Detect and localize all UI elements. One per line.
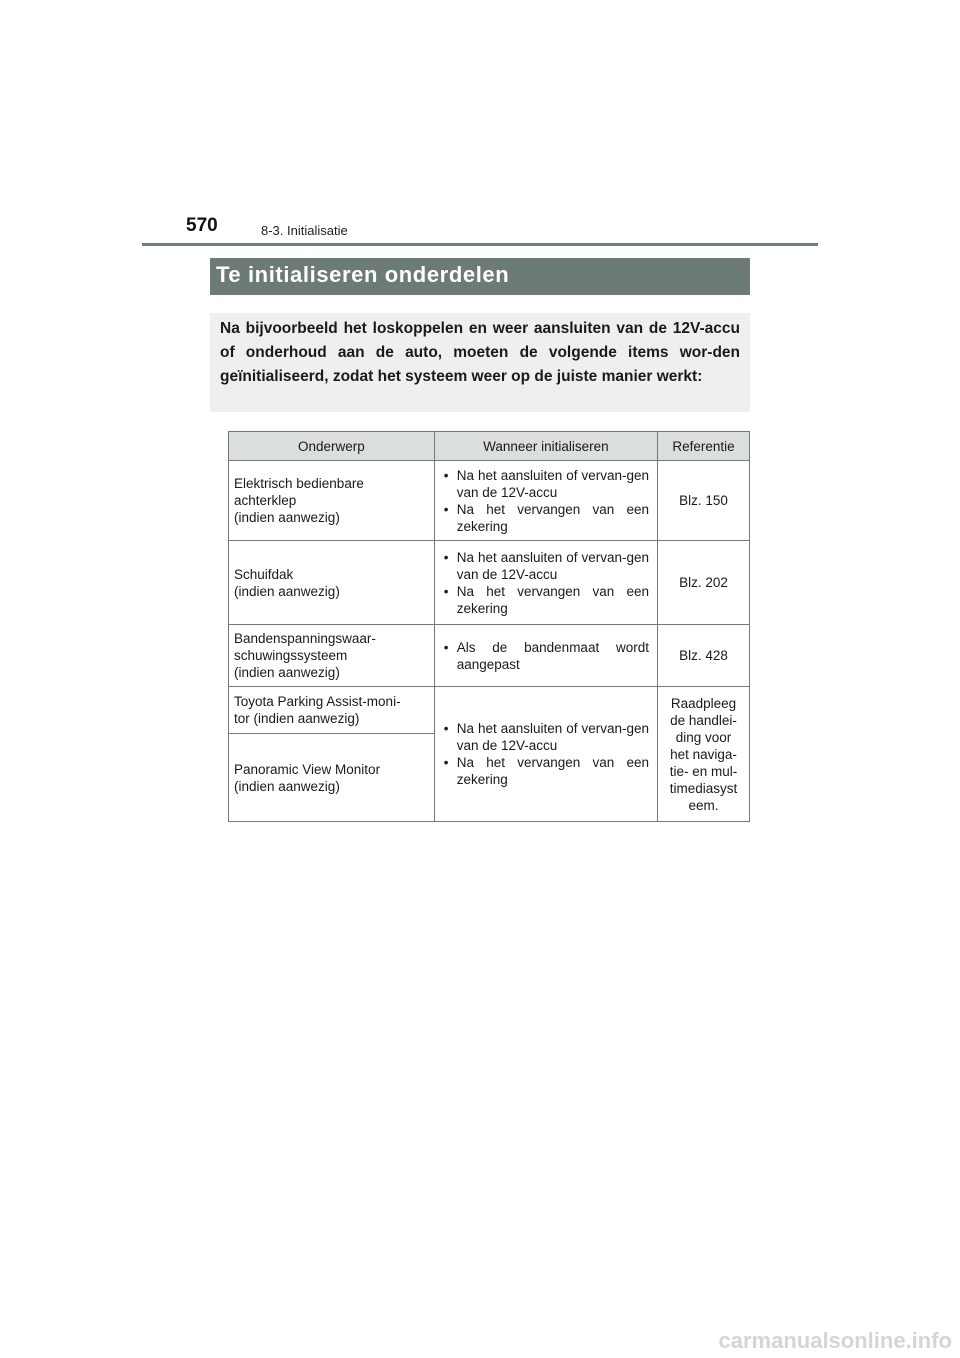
reference-cell: Blz. 428 — [658, 625, 750, 687]
subject-line: (indien aanwezig) — [234, 778, 340, 794]
watermark-logo — [630, 1326, 954, 1354]
when-item: • Na het vervangen van een zekering — [441, 754, 649, 788]
subject-line: (indien aanwezig) — [234, 510, 340, 525]
table-row — [229, 461, 750, 541]
section-title-bar — [210, 258, 750, 295]
reference-line: timediasyst — [669, 780, 738, 796]
subject-line: Panoramic View Monitor — [234, 761, 381, 777]
subject-line: (indien aanwezig) — [234, 665, 340, 680]
when-item: • Na het vervangen van een zekering — [441, 583, 649, 617]
reference-line: de handlei- — [670, 712, 737, 728]
column-header-subject: Onderwerp — [229, 432, 435, 461]
subject-line: tor (indien aanwezig) — [234, 711, 360, 726]
reference-cell: Blz. 150 — [658, 461, 750, 541]
when-item: • Na het vervangen van een zekering — [441, 501, 649, 535]
reference-cell — [658, 687, 750, 822]
intro-text: Na bijvoorbeeld het loskoppelen en weer aansluiten van de 12V-accu of onderhoud aan de auto, moeten de volgende items wor-den geïnitialiseerd, zodat het systeem weer op de juiste manier werkt: — [220, 320, 740, 385]
subject-line: achterklep — [234, 493, 297, 508]
header-divider — [142, 243, 818, 246]
subject-line: Bandenspanningswaar- — [234, 631, 376, 646]
reference-line: ding voor — [675, 729, 732, 745]
reference-line: eem. — [688, 797, 719, 813]
subject-cell — [229, 541, 435, 625]
when-item: • Na het aansluiten of vervan-gen van de 12V-accu — [441, 720, 649, 754]
when-item: • Na het aansluiten of vervan-gen van de 12V-accu — [441, 467, 649, 501]
subject-cell — [229, 461, 435, 541]
subject-line: Toyota Parking Assist-moni- — [234, 694, 401, 709]
subject-line: Schuifdak — [234, 566, 294, 582]
column-header-when: Wanneer initialiseren — [434, 432, 657, 461]
reference-line: tie- en mul- — [669, 763, 738, 779]
section-title: Te initialiseren onderdelen — [216, 262, 510, 287]
reference-cell: Blz. 202 — [658, 541, 750, 625]
subject-line: schuwingssysteem — [234, 648, 348, 663]
reference-line: Raadpleeg — [670, 695, 737, 711]
subject-cell — [229, 734, 435, 822]
column-header-reference: Referentie — [658, 432, 750, 461]
initialization-table — [228, 431, 750, 822]
section-label: 8-3. Initialisatie — [261, 223, 348, 238]
subject-cell — [229, 625, 435, 687]
when-cell — [434, 461, 657, 541]
when-item: • Na het aansluiten of vervan-gen van de 12V-accu — [441, 549, 649, 583]
svg-text:carmanualsonline.info: carmanualsonline.info — [718, 1328, 952, 1353]
table-row — [229, 625, 750, 687]
table-row — [229, 541, 750, 625]
subject-line: (indien aanwezig) — [234, 583, 340, 599]
table-row — [229, 687, 750, 734]
subject-line: Elektrisch bedienbare — [234, 476, 364, 491]
when-cell — [434, 625, 657, 687]
when-item: • Als de bandenmaat wordt aangepast — [441, 639, 649, 673]
intro-box — [210, 313, 750, 412]
when-cell — [434, 687, 657, 822]
subject-cell — [229, 687, 435, 734]
when-cell — [434, 541, 657, 625]
table-header-row — [229, 432, 750, 461]
page-number: 570 — [186, 215, 218, 236]
reference-line: het naviga- — [670, 746, 737, 762]
